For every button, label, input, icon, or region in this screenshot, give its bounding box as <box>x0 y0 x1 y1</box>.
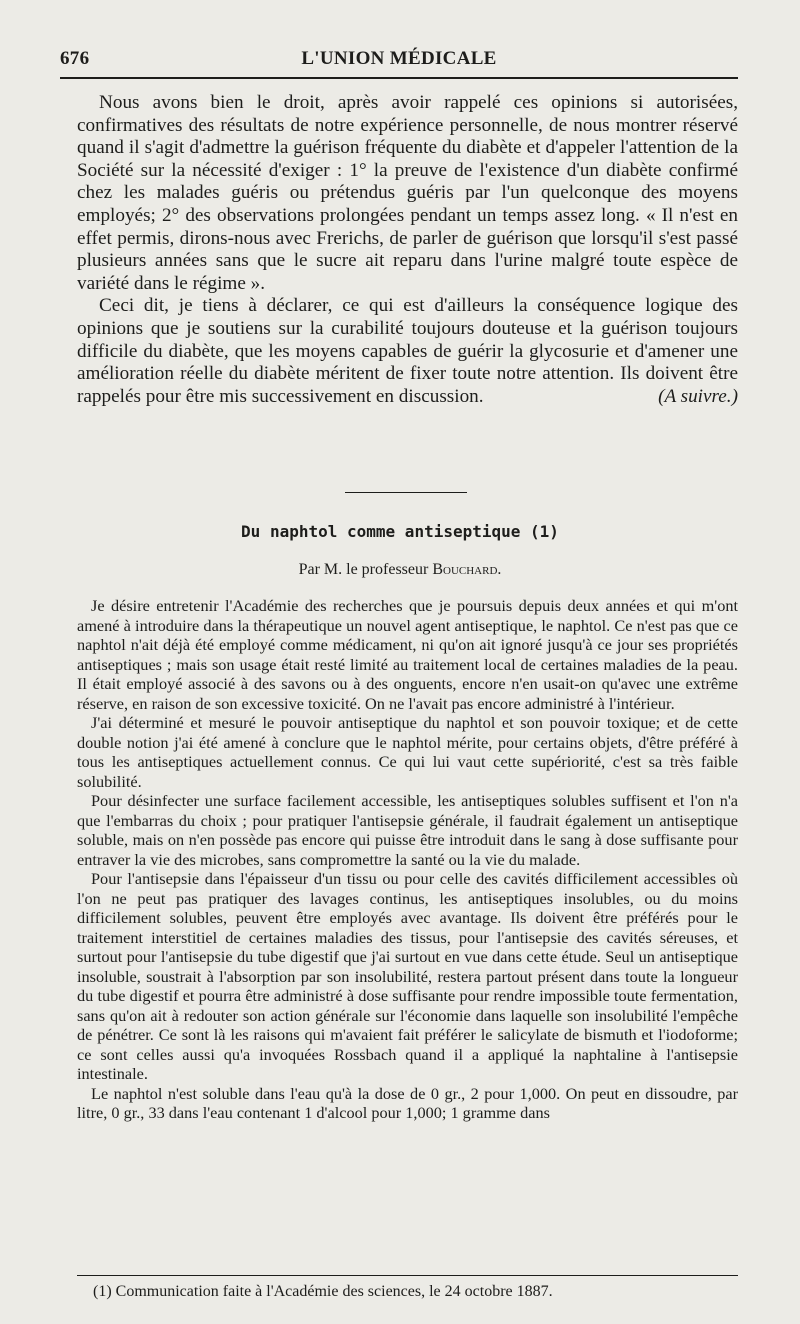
byline <box>0 561 800 579</box>
journal-title: L'UNION MÉDICALE <box>301 48 497 69</box>
running-header <box>60 44 738 74</box>
continued-article <box>77 92 738 408</box>
paragraph: Le naphtol n'est soluble dans l'eau qu'à la dose de 0 gr., 2 pour 1,000. On peut en dissoudre, par litre, 0 gr., 33 dans l'eau contenant 1 d'alcool pour 1,000; 1 gramme dans <box>77 1083 738 1122</box>
author-name: Bouchard. <box>432 561 502 578</box>
byline-prefix: Par M. le professeur <box>298 561 429 578</box>
paragraph <box>77 295 738 408</box>
section-separator <box>345 492 467 493</box>
paragraph: Je désire entretenir l'Académie des recherches que je poursuis depuis deux années et qui m'ont amené à introduire dans la thérapeutique un nouvel agent antiseptique, le naphtol. Ce n'est pas que ce naphtol n'ait déjà été employé comme médicament, ni qu'on ait ignoré jusqu'à ce jour ses propriétés antiseptiques ; mais son usage était resté limité au traitement local de certaines maladies de la peau. Il était employé associé à des savons ou à des onguents, encore n'en usait-on qu'avec une extrême réserve, en raison de son excessive toxicité. On ne l'avait pas encore administré à l'intérieur. <box>77 596 738 713</box>
paragraph: Nous avons bien le droit, après avoir rappelé ces opinions si autorisées, confirmatives des résultats de notre expérience personnelle, de nous montrer réservé quand il s'agit d'admettre la guérison fréquente du diabète et d'appeler l'attention de la Société sur la nécessité d'exiger : 1° la preuve de l'existence d'un diabète confirmé chez les malades guéris ou prétendus guéris par l'un quelconque des moyens employés; 2° des observations prolongées pendant un temps assez long. « Il n'est en effet permis, dirons-nous avec Frerichs, de parler de guérison que lorsqu'il s'est passé plusieurs années sans que le sucre ait reparu dans l'urine malgré toute espèce de variété dans le régime ». <box>77 92 738 294</box>
paragraph: Pour l'antisepsie dans l'épaisseur d'un tissu ou pour celle des cavités difficilement accessibles où l'on ne peut pas pratiquer des lavages continus, les antiseptiques insolubles, ou du moins difficilement solubles, peuvent être employés avec avantage. Ils doivent être préférés pour le traitement interstitiel de certaines maladies des tissus, pour l'antisepsie des cavités séreuses, et surtout pour l'antisepsie du tube digestif que j'ai surtout en vue dans cette étude. Seul un antiseptique insoluble, soustrait à l'absorption par son insolubilité, restera partout présent dans toute la longueur du tube digestif et pourra être administré à dose suffisante pour rendre impossible toute fermentation, sans qu'on ait à redouter son action générale sur l'économie dans laquelle son insolubilité l'empêche de pénétrer. Ce sont là les raisons qui m'avaient fait préférer le salicylate de bismuth et l'iodoforme; ce sont celles aussi qu'a invoquées Rossbach quand il a appliqué la naphtaline à l'antisepsie intestinale. <box>77 869 738 1083</box>
article-title: Du naphtol comme antiseptique (1) <box>241 522 559 541</box>
paragraph: J'ai déterminé et mesuré le pouvoir antiseptique du naphtol et son pouvoir toxique; et de cette double notion j'ai été amené à conclure que le naphtol mérite, pour certains objets, d'être préféré à tous les antiseptiques actuellement connus. Ce qui lui vaut cette supériorité, c'est sa très faible solubilité. <box>77 713 738 791</box>
header-rule <box>60 77 738 79</box>
footnote: (1) Communication faite à l'Académie des sciences, le 24 octobre 1887. <box>93 1283 553 1300</box>
paragraph: Pour désinfecter une surface facilement accessible, les antiseptiques solubles suffisent et l'on n'a que l'embarras du choix ; pour pratiquer l'antisepsie générale, il faudrait également un antiseptique soluble, mais on n'en possède pas encore qui puisse être introduit dans le sang à dose suffisante pour entraver la vie des microbes, sans compromettre la santé ou la vie du malade. <box>77 791 738 869</box>
article-body <box>77 596 738 1123</box>
paragraph-text: Ceci dit, je tiens à déclarer, ce qui est d'ailleurs la conséquence logique des opinions que je soutiens sur la curabilité toujours douteuse et la guérison toujours difficile du diabète, que les moyens capables de guérir la glycosurie et d'amener une amélioration réelle du diabète méritent de fixer toute notre attention. Ils doivent être rappelés pour être mis successivement en discussion. <box>77 295 738 407</box>
page-number: 676 <box>60 48 90 69</box>
to-follow-note: (A suivre.) <box>658 385 738 407</box>
footnote-rule <box>77 1275 738 1276</box>
